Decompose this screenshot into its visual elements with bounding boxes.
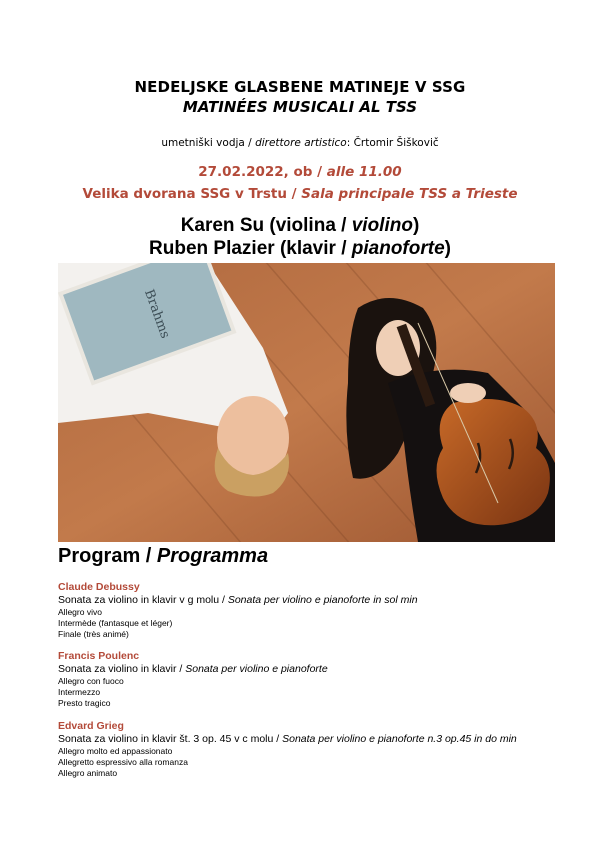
program-title-it: Programma xyxy=(156,545,269,567)
work-title xyxy=(58,594,578,607)
work-title-it: Sonata per violino e pianoforte in sol min xyxy=(227,594,418,606)
movement: Intermezzo xyxy=(58,687,101,697)
work-title-sl: Sonata za violino in klavir v g molu / xyxy=(58,594,228,606)
performer1-text: Karen Su (violina / xyxy=(180,215,352,236)
piece-debussy xyxy=(58,581,578,640)
work-title xyxy=(58,663,578,676)
director-name: : Črtomir Šiškovič xyxy=(346,137,439,149)
work-title-sl: Sonata za violino in klavir / xyxy=(58,663,186,675)
movement: Intermède (fantasque et léger) xyxy=(58,618,173,628)
movement: Allegretto espressivo alla romanza xyxy=(58,757,188,767)
venue-sl: Velika dvorana SSG v Trstu / xyxy=(82,186,302,202)
performer-violin xyxy=(0,215,600,237)
book-title: Brahms xyxy=(140,287,173,341)
performer-piano xyxy=(0,238,600,260)
date-main: 27.02.2022, ob / xyxy=(198,164,327,180)
work-title-it: Sonata per violino e pianoforte xyxy=(185,663,328,675)
director-label-sl: umetniški vodja / xyxy=(161,137,256,149)
performers-photo xyxy=(58,263,555,542)
concert-date xyxy=(0,164,600,180)
woman-hand xyxy=(450,383,486,403)
artistic-director xyxy=(0,137,600,149)
composer-name: Francis Poulenc xyxy=(58,650,140,662)
performer1-end: ) xyxy=(412,215,420,236)
performer2-italic: pianoforte xyxy=(351,238,445,259)
venue-it: Sala principale TSS a Trieste xyxy=(301,186,518,202)
movement: Finale (très animé) xyxy=(58,629,129,639)
movement: Presto tragico xyxy=(58,698,111,708)
piece-grieg xyxy=(58,720,578,779)
movement: Allegro molto ed appassionato xyxy=(58,746,173,756)
composer-name: Edvard Grieg xyxy=(58,720,124,732)
piece-poulenc xyxy=(58,650,578,709)
date-italian: alle 11.00 xyxy=(326,164,402,180)
program-title xyxy=(58,545,268,568)
concert-venue xyxy=(0,186,600,202)
title-italian: MATINÉES MUSICALI AL TSS xyxy=(182,98,418,116)
work-title-sl: Sonata za violino in klavir št. 3 op. 45 v c molu / xyxy=(58,733,283,745)
performer2-end: ) xyxy=(444,238,451,259)
director-label-it: direttore artistico xyxy=(255,137,347,149)
work-title xyxy=(58,733,578,746)
movement: Allegro animato xyxy=(58,768,118,778)
performer1-italic: violino xyxy=(351,215,413,236)
composer-name: Claude Debussy xyxy=(58,581,140,593)
program-title-sl: Program / xyxy=(58,545,157,567)
photo-illustration xyxy=(58,263,555,542)
title-slovenian: NEDELJSKE GLASBENE MATINEJE V SSG xyxy=(134,78,466,96)
performer2-text: Ruben Plazier (klavir / xyxy=(149,238,352,259)
movement: Allegro con fuoco xyxy=(58,676,124,686)
work-title-it: Sonata per violino e pianoforte n.3 op.45 in do min xyxy=(282,733,517,745)
movement: Allegro vivo xyxy=(58,607,102,617)
